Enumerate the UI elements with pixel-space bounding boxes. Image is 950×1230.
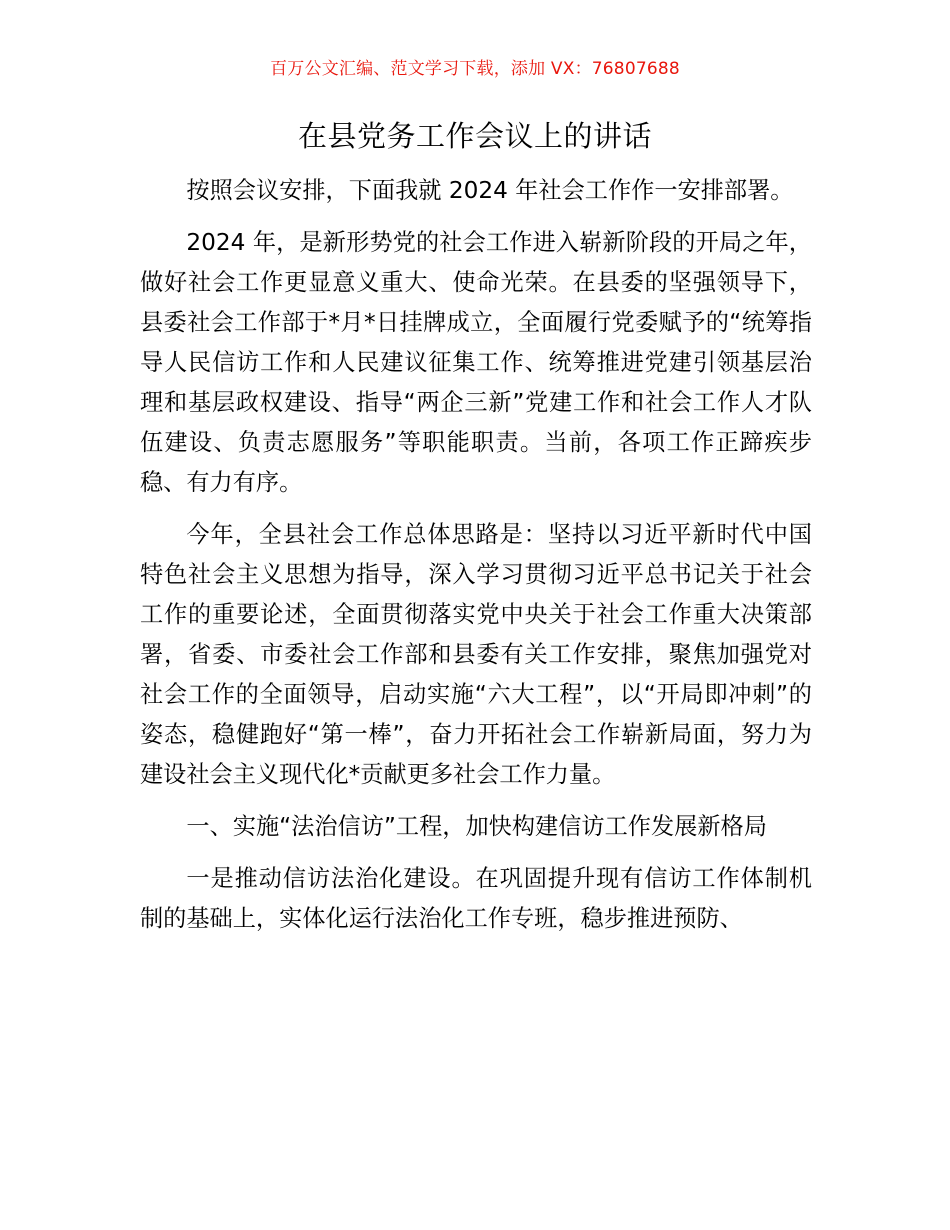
paragraph-section-1-item-1: 一是推动信访法治化建设。在巩固提升现有信访工作体制机制的基础上，实体化运行法治化工作专班，稳步推进预防、 xyxy=(140,865,812,932)
section-heading-1: 一、实施“法治信访”工程，加快构建信访工作发展新格局 xyxy=(186,813,767,840)
header-banner: 百万公文汇编、范文学习下载，添加 VX：76807688 xyxy=(270,59,680,79)
paragraph-background: 2024 年，是新形势党的社会工作进入崭新阶段的开局之年，做好社会工作更显意义重大、使命光荣。在县委的坚强领导下，县委社会工作部于*月*日挂牌成立，全面履行党委赋予的“统筹指导人民信访工作和人民建议征集工作、统筹推进党建引领基层治理和基层政权建设、指导“两企三新”党建工作和社会工作人才队伍建设、负责志愿服务”等职能职责。当前，各项工作正蹄疾步稳、有力有序。 xyxy=(140,229,812,496)
paragraph-overall-approach: 今年，全县社会工作总体思路是：坚持以习近平新时代中国特色社会主义思想为指导，深入学习贯彻习近平总书记关于社会工作的重要论述，全面贯彻落实党中央关于社会工作重大决策部署，省委、市委社会工作部和县委有关工作安排，聚焦加强党对社会工作的全面领导，启动实施“六大工程”，以“开局即冲刺”的姿态，稳健跑好“第一棒”，奋力开拓社会工作崭新局面，努力为建设社会主义现代化*贡献更多社会工作力量。 xyxy=(140,521,812,788)
document-title: 在县党务工作会议上的讲话 xyxy=(297,119,652,153)
paragraph-intro: 按照会议安排，下面我就 2024 年社会工作作一安排部署。 xyxy=(186,177,794,204)
document-body xyxy=(140,171,812,951)
